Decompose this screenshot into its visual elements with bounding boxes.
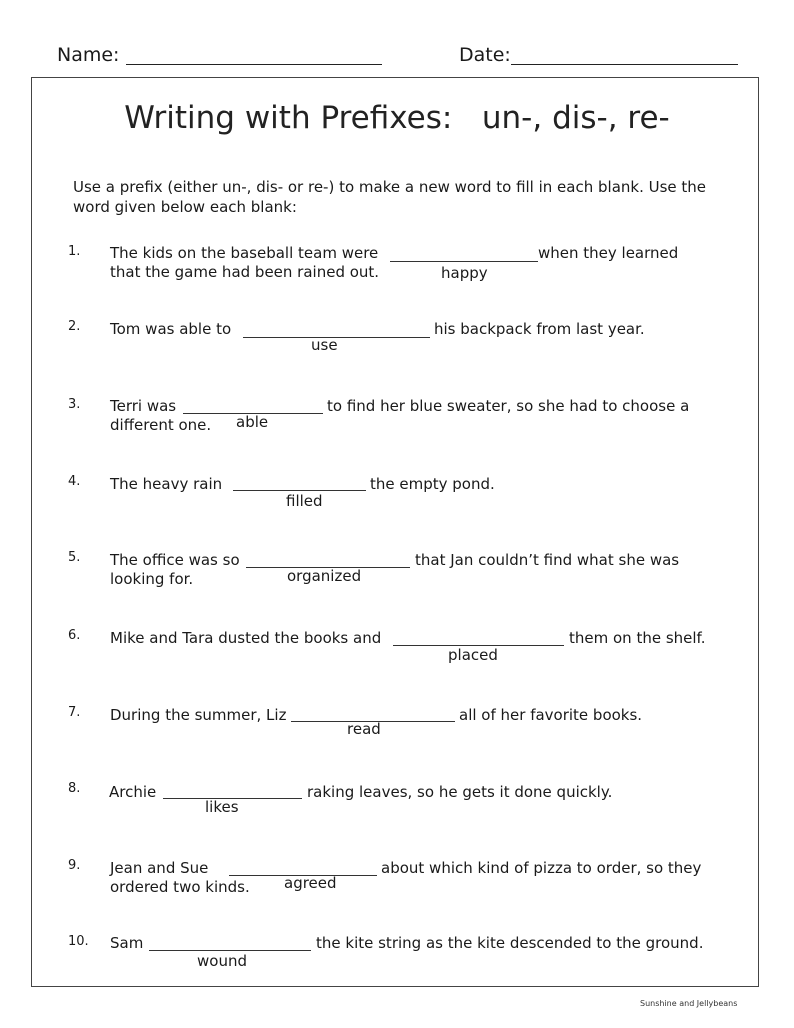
question-text-line2: different one. (110, 416, 212, 434)
question-number: 5. (68, 550, 81, 565)
base-word: agreed (284, 874, 337, 892)
base-word: able (236, 413, 269, 431)
question-text: Tom was able to (110, 320, 232, 338)
date-label: Date: (459, 44, 511, 66)
question-number: 10. (68, 934, 89, 949)
question-text-after: raking leaves, so he gets it done quickly. (307, 783, 613, 801)
instructions: Use a prefix (either un-, dis- or re-) to make a new word to fill in each blank. Use the word given below each blank: (73, 178, 707, 216)
question-text: Sam (110, 934, 144, 952)
question-text-after: the kite string as the kite descended to the ground. (316, 934, 704, 952)
question-text-after: that Jan couldn’t find what she was (415, 551, 680, 569)
question-number: 8. (68, 781, 81, 796)
question-text-line2: looking for. (110, 570, 194, 588)
question-number: 4. (68, 474, 81, 489)
answer-blank[interactable] (390, 261, 538, 262)
question-number: 2. (68, 319, 81, 334)
question-number: 6. (68, 628, 81, 643)
question-text: The heavy rain (110, 475, 223, 493)
question-number: 3. (68, 397, 81, 412)
question-text-line2: that the game had been rained out. (110, 263, 380, 281)
name-field[interactable] (126, 64, 382, 65)
question-text: During the summer, Liz (110, 706, 287, 724)
question-text-after: all of her favorite books. (459, 706, 643, 724)
question-text-after: them on the shelf. (569, 629, 706, 647)
base-word: filled (286, 492, 323, 510)
name-label: Name: (57, 44, 120, 66)
question-text: Terri was (110, 397, 177, 415)
question-number: 1. (68, 244, 81, 259)
question-text-after: the empty pond. (370, 475, 495, 493)
base-word: wound (197, 952, 247, 970)
base-word: organized (287, 567, 362, 585)
base-word: use (311, 336, 338, 354)
base-word: read (347, 720, 381, 738)
question-number: 7. (68, 705, 81, 720)
question-text-line2: ordered two kinds. (110, 878, 250, 896)
base-word: likes (205, 798, 239, 816)
question-text-after: his backpack from last year. (434, 320, 645, 338)
worksheet-title: Writing with Prefixes: un-, dis-, re- (124, 100, 670, 136)
question-text: Mike and Tara dusted the books and (110, 629, 382, 647)
question-text: Jean and Sue (110, 859, 209, 877)
question-text-after: to find her blue sweater, so she had to choose a (327, 397, 690, 415)
question-text: Archie (109, 783, 157, 801)
question-text: The office was so (110, 551, 240, 569)
question-number: 9. (68, 858, 81, 873)
date-field[interactable] (511, 64, 738, 65)
question-text-after: about which kind of pizza to order, so they (381, 859, 702, 877)
answer-blank[interactable] (233, 490, 366, 491)
question-text: The kids on the baseball team were (110, 244, 379, 262)
answer-blank[interactable] (149, 950, 311, 951)
question-text-after: when they learned (538, 244, 679, 262)
base-word: happy (441, 264, 488, 282)
footer-credit: Sunshine and Jellybeans (640, 999, 738, 1008)
base-word: placed (448, 646, 498, 664)
